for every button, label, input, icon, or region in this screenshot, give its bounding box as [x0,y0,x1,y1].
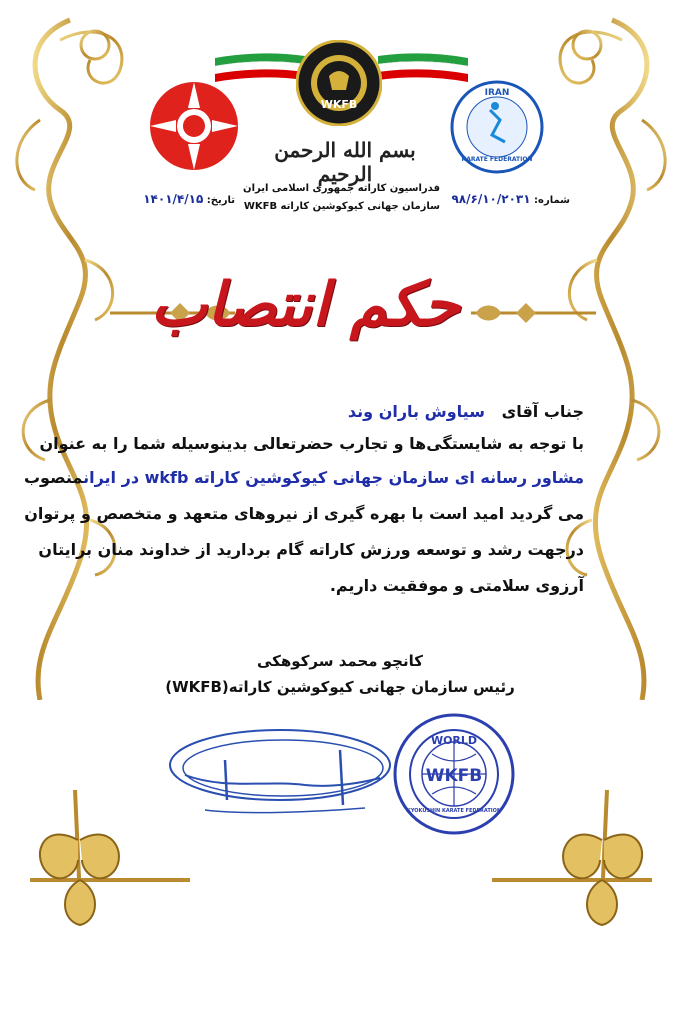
kyokushin-kanku-logo [148,80,240,172]
reference-label: شماره: [534,195,570,206]
appointed-word: منصوب [23,468,84,487]
body-line-4: می گردید امید است با بهره گیری از نیروهای متعهد و متخصص و پرتوان [24,504,584,523]
signatory-position: رئیس سازمان جهانی کیوکوشین کاراته(WKFB) [165,678,515,696]
body-line-2: با توجه به شایستگی‌ها و تجارب حضرتعالی بدینوسیله شما را به عنوان [39,434,584,453]
recipient-name: سیاوش باران وند [347,402,485,421]
right-gold-ornament [532,0,682,700]
certificate-title: حکم انتصاب [150,270,460,340]
stamp-center-text: WKFB [425,766,483,786]
reference-number [440,192,570,206]
salutation-line [100,402,584,421]
bismillah-calligraphy: بسم الله الرحمن الرحیم [274,138,416,186]
iran-logo-top-text: IRAN [484,88,510,98]
issue-date [125,192,235,206]
iran-karate-federation-logo [450,80,544,174]
date-value: ۱۴۰۱/۴/۱۵ [143,192,204,206]
body-line-3 [23,468,584,487]
date-label: تاریخ: [206,195,235,206]
org-line-federation: فدراسیون کاراته جمهوری اسلامی ایران [243,183,440,194]
org-line-wkfb: سازمان جهانی کیوکوشین کاراته WKFB [243,201,440,212]
body-line-6: آرزوی سلامتی و موفقیت داریم. [329,576,584,595]
salutation-prefix: جناب آقای [501,402,584,421]
official-stamp [392,712,516,836]
body-line-5: درجهت رشد و توسعه ورزش کاراته گام بردارید از خداوند منان برایتان [38,540,584,559]
appointment-position: مشاور رسانه ای سازمان جهانی کیوکوشین کاراته wkfb در ایران [83,468,584,487]
title-right-divider-ornament [466,298,596,328]
left-gold-ornament [0,0,150,700]
reference-value: ۹۸/۶/۱۰/۲۰۳۱ [451,192,531,206]
signatory-name: کانچو محمد سرکوهکی [257,652,423,670]
iran-logo-bottom-text: KARATE FEDERATION [461,156,533,163]
wkfb-logo-text: WKFB [320,98,358,111]
handwritten-signature [165,720,395,820]
stamp-top-text: WORLD [430,734,478,747]
wkfb-logo [296,40,382,126]
stamp-ring-text: KYOKUSHIN KARATE FEDERATION [406,808,502,814]
